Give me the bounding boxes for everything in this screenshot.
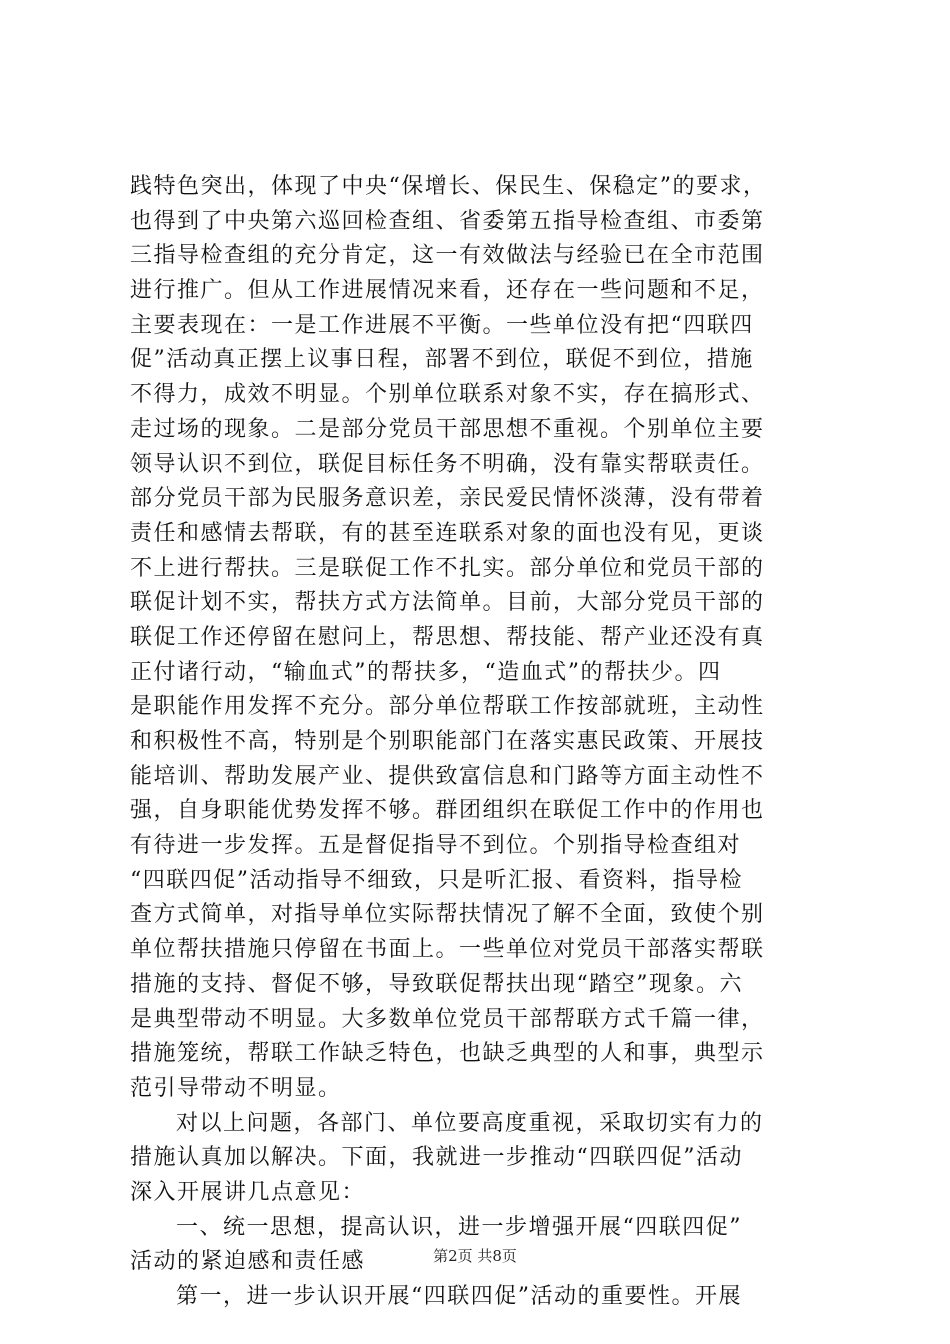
text-line: “四联四促”活动指导不细致，只是听汇报、看资料，指导检	[130, 867, 743, 893]
text-line: 措施的支持、督促不够，导致联促帮扶出现“踏空”现象。六	[130, 971, 743, 997]
text-line: 有待进一步发挥。五是督促指导不到位。个别指导检查组对	[130, 833, 742, 859]
section-heading-line: 一、统一思想，提高认识，进一步增强开展“四联四促”	[176, 1214, 742, 1240]
text-line: 部分党员干部为民服务意识差，亲民爱民情怀淡薄，没有带着	[130, 486, 765, 512]
text-line: 是典型带动不明显。大多数单位党员干部帮联方式千篇一律，	[130, 1006, 765, 1032]
text-line: 联促计划不实，帮扶方式方法简单。目前，大部分党员干部的	[130, 590, 765, 616]
text-line: 走过场的现象。二是部分党员干部思想不重视。个别单位主要	[130, 416, 765, 442]
text-line: 联促工作还停留在慰问上，帮思想、帮技能、帮产业还没有真	[130, 624, 765, 650]
section-heading-line: 活动的紧迫感和责任感	[130, 1249, 366, 1275]
text-line: 也得到了中央第六巡回检查组、省委第五指导检查组、市委第	[130, 208, 765, 234]
page-number-footer: 第2页 共8页	[433, 1247, 517, 1265]
paragraph-start-line: 对以上问题，各部门、单位要高度重视，采取切实有力的	[176, 1110, 764, 1136]
body-text	[130, 170, 832, 1315]
text-line: 践特色突出，体现了中央“保增长、保民生、保稳定”的要求，	[130, 174, 767, 199]
text-line: 正付诸行动，“输血式”的帮扶多，“造血式”的帮扶少。四	[130, 659, 722, 685]
text-line: 范引导带动不明显。	[130, 1075, 342, 1101]
text-line: 进行推广。但从工作进展情况来看，还存在一些问题和不足，	[130, 278, 765, 304]
text-line: 领导认识不到位，联促目标任务不明确，没有靠实帮联责任。	[130, 451, 765, 477]
paragraph-start-line: 第一，进一步认识开展“四联四促”活动的重要性。开展	[176, 1284, 742, 1309]
text-line: 不得力，成效不明显。个别单位联系对象不实，存在搞形式、	[130, 382, 765, 408]
text-line: 措施笼统，帮联工作缺乏特色，也缺乏典型的人和事，典型示	[130, 1041, 765, 1067]
text-line: 三指导检查组的充分肯定，这一有效做法与经验已在全市范围	[130, 243, 765, 269]
text-line: 促”活动真正摆上议事日程，部署不到位，联促不到位，措施	[130, 347, 754, 373]
text-line: 主要表现在：一是工作进展不平衡。一些单位没有把“四联四	[130, 312, 754, 338]
text-line: 能培训、帮助发展产业、提供致富信息和门路等方面主动性不	[130, 763, 765, 789]
text-line: 强，自身职能优势发挥不够。群团组织在联促工作中的作用也	[130, 798, 765, 824]
text-line: 不上进行帮扶。三是联促工作不扎实。部分单位和党员干部的	[130, 555, 765, 581]
text-line: 措施认真加以解决。下面，我就进一步推动“四联四促”活动	[130, 1145, 743, 1171]
text-line: 深入开展讲几点意见：	[130, 1179, 366, 1205]
text-line: 单位帮扶措施只停留在书面上。一些单位对党员干部落实帮联	[130, 937, 765, 963]
text-line: 查方式简单，对指导单位实际帮扶情况了解不全面，致使个别	[130, 902, 765, 928]
text-line: 是职能作用发挥不充分。部分单位帮联工作按部就班，主动性	[130, 694, 765, 720]
text-line: 和积极性不高，特别是个别职能部门在落实惠民政策、开展技	[130, 729, 765, 754]
text-line: 责任和感情去帮联，有的甚至连联系对象的面也没有见，更谈	[130, 520, 765, 546]
